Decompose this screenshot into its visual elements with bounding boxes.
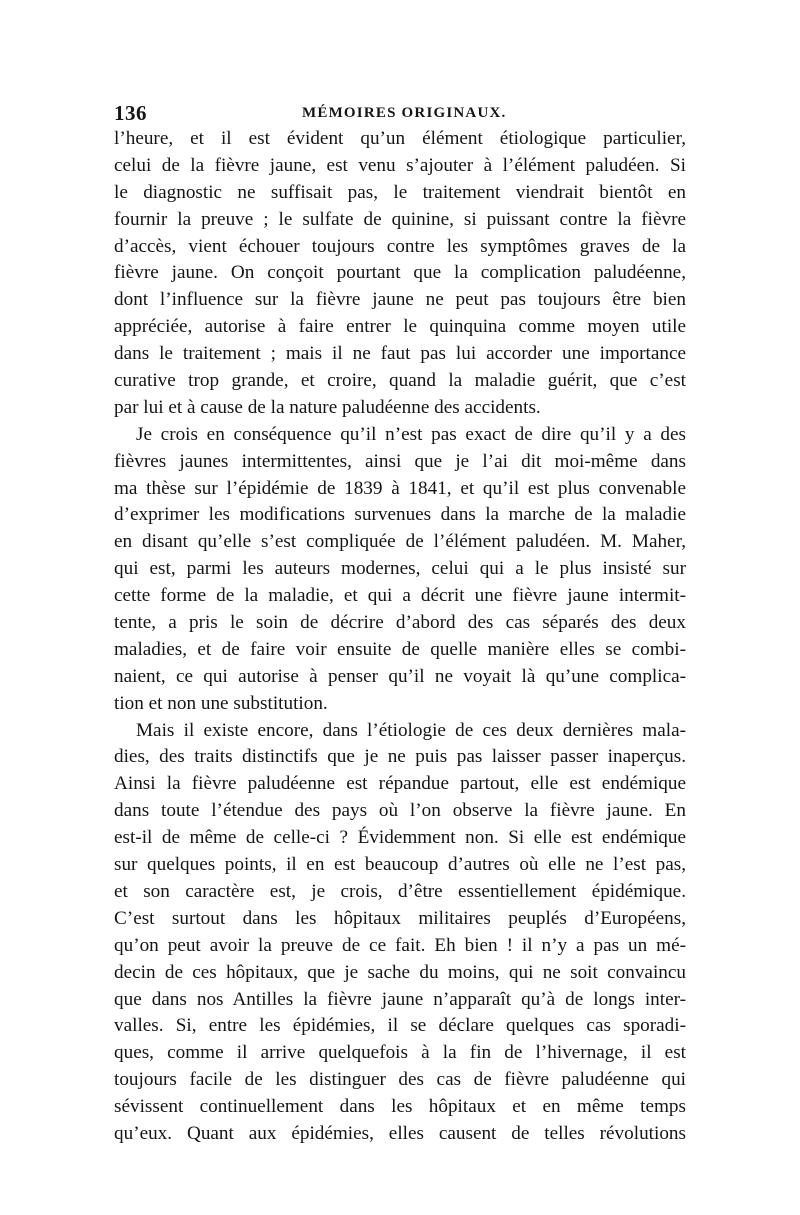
text-line: appréciée, autorise à faire entrer le quinquina comme moyen utile — [114, 316, 686, 338]
text-line: celui de la fièvre jaune, est venu s’ajouter à l’élément paludéen. Si — [114, 154, 686, 176]
text-line: curative trop grande, et croire, quand la maladie guérit, que c’est — [114, 370, 686, 392]
body-text — [114, 126, 686, 1148]
text-line: que dans nos Antilles la fièvre jaune n’apparaît qu’à de longs inter- — [114, 988, 686, 1010]
text-line: d’accès, vient échouer toujours contre les symptômes graves de la — [114, 235, 686, 257]
text-line: naient, ce qui autorise à penser qu’il ne voyait là qu’une complica- — [114, 665, 686, 687]
text-line: en disant qu’elle s’est compliquée de l’élément paludéen. M. Maher, — [114, 531, 686, 553]
text-line: l’heure, et il est évident qu’un élément étiologique particulier, — [114, 128, 686, 149]
text-line: toujours facile de les distinguer des cas de fièvre paludéenne qui — [114, 1069, 686, 1091]
text-line: qu’eux. Quant aux épidémies, elles causent de telles révolutions — [114, 1122, 686, 1144]
text-line: C’est surtout dans les hôpitaux militaires peuplés d’Européens, — [114, 907, 686, 929]
text-line: tente, a pris le soin de décrire d’abord des cas séparés des deux — [114, 612, 686, 634]
text-line: est-il de même de celle-ci ? Évidemment non. Si elle est endémique — [114, 827, 686, 849]
text-line: et son caractère est, je crois, d’être essentiellement épidémique. — [114, 880, 686, 902]
text-line: fièvre jaune. On conçoit pourtant que la complication paludéenne, — [114, 262, 686, 284]
text-line: ma thèse sur l’épidémie de 1839 à 1841, et qu’il est plus convenable — [114, 477, 686, 499]
text-line: le diagnostic ne suffisait pas, le traitement viendrait bientôt en — [114, 181, 686, 203]
text-line: dans le traitement ; mais il ne faut pas lui accorder une importance — [114, 343, 686, 365]
text-line: maladies, et de faire voir ensuite de quelle manière elles se combi- — [114, 638, 686, 660]
text-line: sur quelques points, il en est beaucoup d’autres où elle ne l’est pas, — [114, 854, 686, 876]
text-line: qui est, parmi les auteurs modernes, celui qui a le plus insisté sur — [114, 558, 686, 580]
running-header — [114, 101, 686, 125]
text-line: Ainsi la fièvre paludéenne est répandue partout, elle est endémique — [114, 773, 686, 795]
text-line: valles. Si, entre les épidémies, il se déclare quelques cas sporadi- — [114, 1015, 686, 1037]
paragraph-end-line: par lui et à cause de la nature paludéenne des accidents. — [114, 396, 541, 418]
paragraph-start-line: Je crois en conséquence qu’il n’est pas exact de dire qu’il y a des — [136, 423, 686, 445]
text-line: cette forme de la maladie, et qui a décrit une fièvre jaune intermit- — [114, 585, 686, 607]
paragraph-end-line: tion et non une substitution. — [114, 692, 328, 714]
text-line: dies, des traits distinctifs que je ne puis pas laisser passer inaperçus. — [114, 746, 686, 768]
text-line: decin de ces hôpitaux, que je sache du moins, qui ne soit convaincu — [114, 961, 686, 983]
text-line: fournir la preuve ; le sulfate de quinine, si puissant contre la fièvre — [114, 208, 686, 230]
text-line: ques, comme il arrive quelquefois à la fin de l’hivernage, il est — [114, 1042, 686, 1064]
text-line: sévissent continuellement dans les hôpitaux et en même temps — [114, 1096, 686, 1118]
text-line: dans toute l’étendue des pays où l’on observe la fièvre jaune. En — [114, 800, 686, 822]
text-line: fièvres jaunes intermittentes, ainsi que je l’ai dit moi-même dans — [114, 450, 686, 472]
text-line: d’exprimer les modifications survenues dans la marche de la maladie — [114, 504, 686, 526]
text-line: qu’on peut avoir la preuve de ce fait. Eh bien ! il n’y a pas un mé- — [114, 934, 686, 956]
page-number: 136 — [114, 101, 147, 125]
running-title: MÉMOIRES ORIGINAUX. — [302, 105, 507, 121]
text-line: dont l’influence sur la fièvre jaune ne peut pas toujours être bien — [114, 289, 686, 311]
paragraph-start-line: Mais il existe encore, dans l’étiologie de ces deux dernières mala- — [136, 719, 686, 741]
